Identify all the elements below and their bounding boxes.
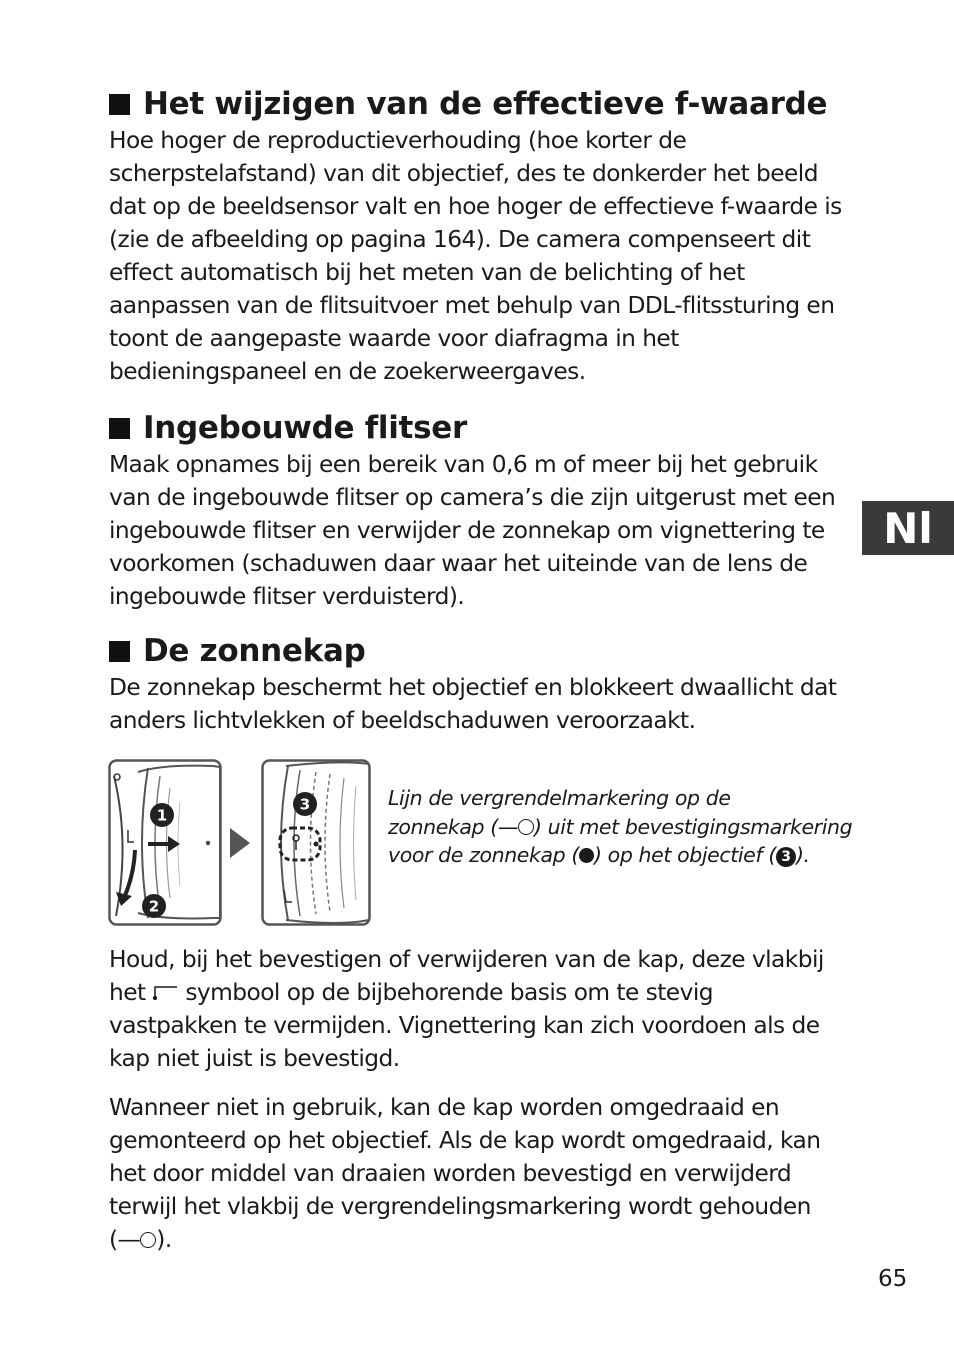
section-body: Maak opnames bij een bereik van 0,6 m of meer bij het gebruik van de ingebouwde flitser op camera’s die zijn uitgerust met een ingebouwde flitser en verwijder de zonnekap om vignettering te voorkomen (schaduwen daar waar het uiteinde van de lens de ingebouwde flitser verduisterd).	[109, 451, 836, 610]
mount-dot-icon	[579, 848, 594, 863]
hood-reversed-paragraph: Wanneer niet in gebruik, kan de kap worden omgedraaid en gemonteerd op het objectief. Als de kap wordt omgedraaid, kan het door middel van draaien worden bevestigd en verwijderd terwijl het vlakbij de vergrendelingsmarkering wordt gehouden (— ).	[109, 1094, 821, 1253]
step-3-icon: 3	[776, 847, 796, 867]
section-heading: De zonnekap	[109, 631, 849, 671]
page-number: 65	[878, 1266, 908, 1292]
section-built-in-flash	[109, 408, 849, 613]
hood-attach-diagram	[108, 758, 373, 930]
section-body: Hoe hoger de reproductieverhouding (hoe korter de scherpstelafstand) van dit objectief, des te donkerder het beeld dat op de beeldsensor valt en hoe hoger de effectieve f-waarde is (zie de afbeelding op pagina 164). De camera compenseert dit effect automatisch bij het meten van de belichting of het aanpassen van de flitsuitvoer met behulp van DDL-flitssturing en toont de aangepaste waarde voor diafragma in het bedieningspaneel en de zoekerweergaves.	[109, 127, 842, 385]
section-heading: Het wijzigen van de effectieve f-waarde	[109, 84, 849, 124]
lock-mark-circle-icon	[518, 819, 534, 835]
square-bullet-icon	[109, 641, 130, 662]
lock-mark-circle-icon	[140, 1232, 156, 1248]
step-label-1: 1	[156, 806, 168, 825]
square-bullet-icon	[109, 94, 130, 115]
square-bullet-icon	[109, 418, 130, 439]
step-label-3: 3	[299, 795, 311, 814]
section-heading: Ingebouwde flitser	[109, 408, 849, 448]
language-tab: Nl	[862, 501, 954, 555]
hood-handling-paragraph: Houd, bij het bevestigen of verwijderen van de kap, deze vlakbij het symbool op de bijbehorende basis om te stevig vastpakken te vermijden. Vignettering kan zich voordoen als de kap niet juist is bevestigd.	[109, 946, 824, 1072]
lens-hood-illustration	[108, 758, 373, 934]
step-label-2: 2	[148, 897, 160, 916]
section-lens-hood	[109, 631, 849, 737]
hood-grip-symbol-icon	[152, 976, 178, 990]
section-effective-f-value	[109, 84, 849, 388]
figure-caption: Lijn de vergrendelmarkering op de zonnekap (— ) uit met bevestigingsmarkering voor de zonnekap ( ) op het objectief ( 3 ).	[388, 786, 853, 867]
section-body: De zonnekap beschermt het objectief en blokkeert dwaallicht dat anders lichtvlekken of beeldschaduwen veroorzaakt.	[109, 674, 837, 734]
